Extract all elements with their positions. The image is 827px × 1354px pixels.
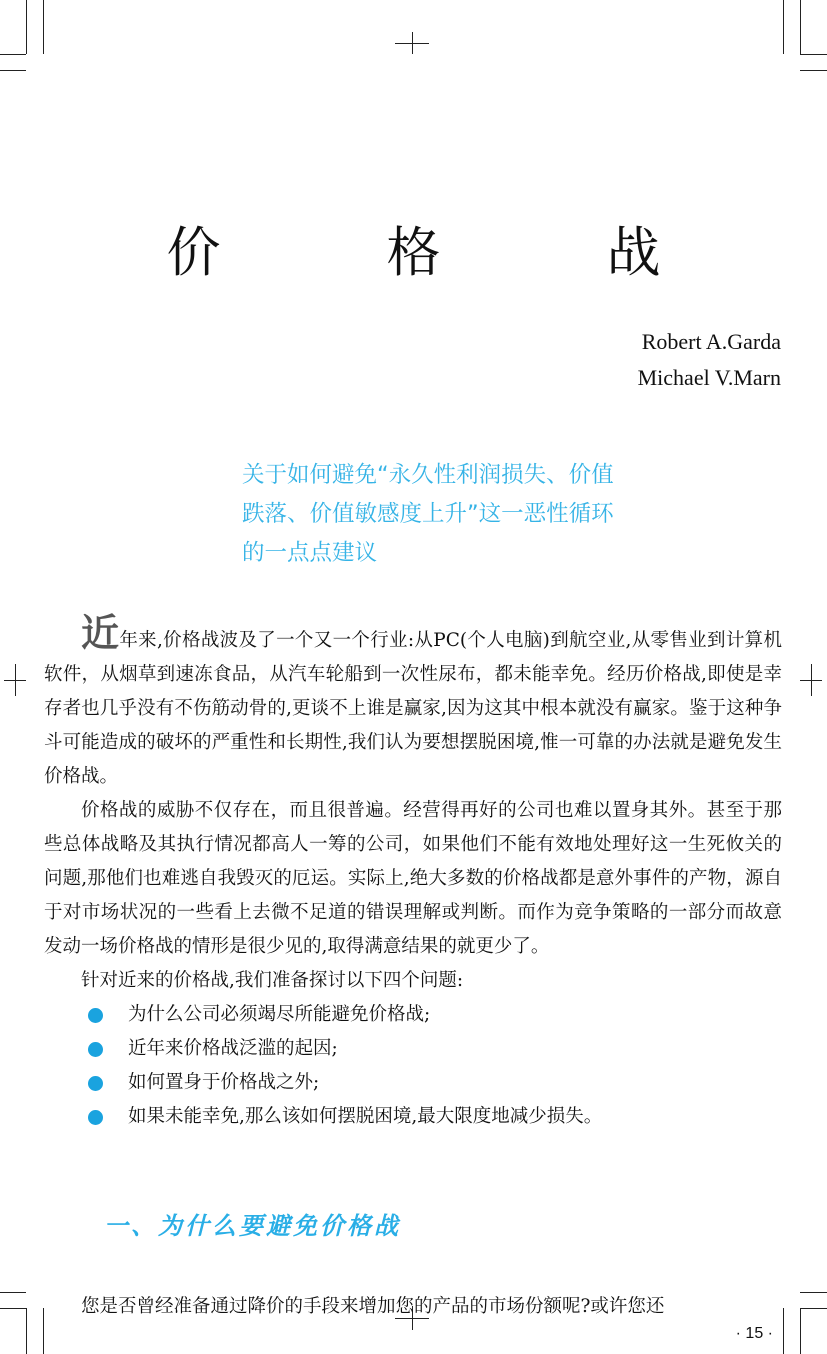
author-name: Robert A.Garda [641, 329, 781, 354]
crop-mark [783, 1308, 784, 1354]
crop-mark [0, 1292, 26, 1293]
crop-mark [800, 1292, 827, 1293]
crop-mark [26, 0, 27, 54]
list-item: 如何置身于价格战之外; [44, 1066, 782, 1100]
registration-mark [15, 664, 16, 696]
paragraph-text: 年来,价格战波及了一个又一个行业:从PC(个人电脑)到航空业,从零售业到计算机软件，从烟草到速冻食品，从汽车轮船到一次性尿布，都未能幸免。经历价格战,即使是幸存者也几乎没有不伤筋动骨的,更谈不上谁是赢家,因为这其中根本就没有赢家。鉴于这种争斗可能造成的破坏的严重性和长期性,我们认为要想摆脱困境,惟一可靠的办法就是避免发生价格战。 [44, 630, 782, 787]
body-text-continued [44, 1290, 782, 1324]
body-text [44, 610, 782, 1134]
drop-cap: 近 [81, 610, 120, 655]
chapter-title: 价 格 战 [166, 221, 717, 284]
subtitle-line: 关于如何避免“永久性利润损失、价值 [242, 462, 614, 488]
subtitle-line: 跌落、价值敏感度上升”这一恶性循环 [242, 501, 614, 527]
bullet-dot-icon [88, 1042, 103, 1057]
author-list [638, 324, 781, 396]
bullet-dot-icon [88, 1008, 103, 1023]
list-item: 近年来价格战泛滥的起因; [44, 1032, 782, 1066]
list-item: 如果未能幸免,那么该如何摆脱困境,最大限度地减少损失。 [44, 1100, 782, 1134]
crop-mark [800, 54, 827, 55]
question-list [44, 998, 782, 1134]
crop-mark [0, 70, 26, 71]
paragraph: 您是否曾经准备通过降价的手段来增加您的产品的市场份额呢?或许您还 [81, 1296, 665, 1317]
crop-mark [800, 1308, 801, 1354]
registration-mark [412, 32, 413, 54]
registration-mark [811, 664, 812, 696]
bullet-dot-icon [88, 1076, 103, 1091]
crop-mark [800, 0, 801, 54]
crop-mark [43, 0, 44, 54]
subtitle-line: 的一点点建议 [242, 540, 378, 566]
chapter-subtitle [242, 456, 662, 573]
page-number: · 15 · [735, 1325, 773, 1342]
crop-mark [0, 54, 26, 55]
crop-mark [26, 1308, 27, 1354]
list-item: 为什么公司必须竭尽所能避免价格战; [44, 998, 782, 1032]
paragraph [44, 610, 782, 794]
crop-mark [783, 0, 784, 54]
crop-mark [800, 1308, 827, 1309]
author-name: Michael V.Marn [637, 365, 781, 390]
paragraph: 针对近来的价格战,我们准备探讨以下四个问题: [81, 970, 464, 991]
paragraph: 价格战的威胁不仅存在，而且很普遍。经营得再好的公司也难以置身其外。甚至于那些总体战略及其执行情况都高人一筹的公司，如果他们不能有效地处理好这一生死攸关的问题,那他们也难逃自我毁灭的厄运。实际上,绝大多数的价格战都是意外事件的产物，源自于对市场状况的一些看上去微不足道的错误理解或判断。而作为竞争策略的一部分而故意发动一场价格战的情形是很少见的,取得满意结果的就更少了。 [44, 800, 782, 957]
crop-mark [800, 70, 827, 71]
bullet-dot-icon [88, 1110, 103, 1125]
section-heading: 一、为什么要避免价格战 [104, 1212, 401, 1240]
crop-mark [0, 1308, 26, 1309]
